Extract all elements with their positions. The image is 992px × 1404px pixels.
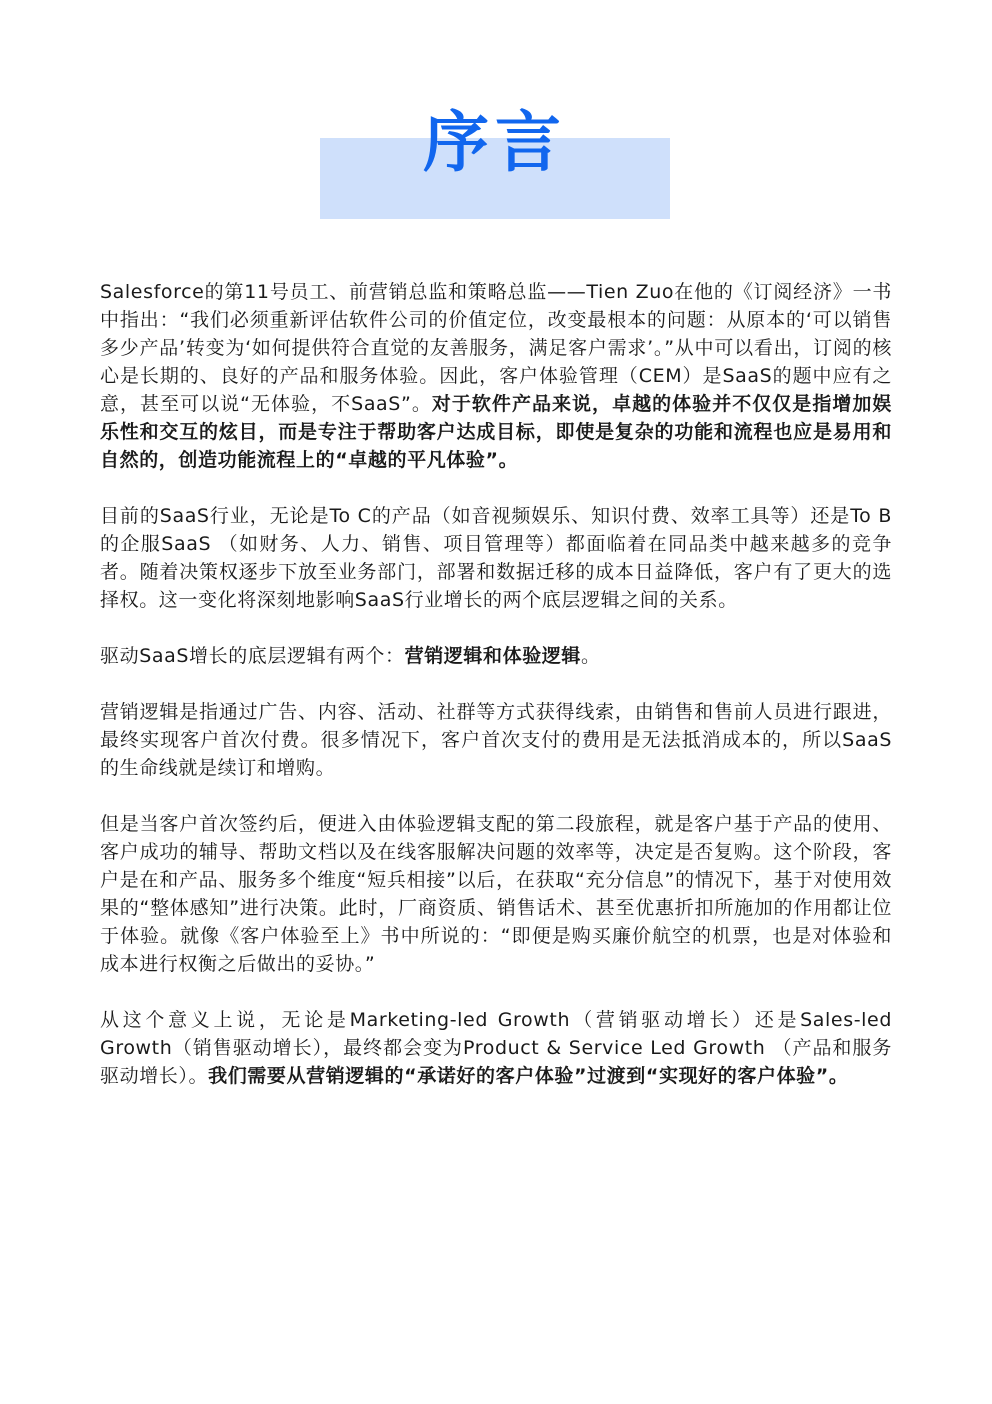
paragraph-6 bbox=[100, 1006, 892, 1090]
paragraph-4-run-1: 营销逻辑是指通过广告、内容、活动、社群等方式获得线索，由销售和售前人员进行跟进，最终实现客户首次付费。很多情况下，客户首次支付的费用是无法抵消成本的，所以SaaS的生命线就是续订和增购。 bbox=[100, 701, 892, 779]
paragraph-2-run-1: 目前的SaaS行业，无论是To C的产品（如音视频娱乐、知识付费、效率工具等）还是To B的企服SaaS （如财务、人力、销售、项目管理等）都面临着在同品类中越来越多的竞争者。随着决策权逐步下放至业务部门，部署和数据迁移的成本日益降低，客户有了更大的选择权。这一变化将深刻地影响SaaS行业增长的两个底层逻辑之间的关系。 bbox=[100, 505, 892, 611]
paragraph-3-run-3: 。 bbox=[581, 645, 601, 667]
paragraph-6-run-1: 从这个意义上说，无论是Marketing-led Growth（营销驱动增长）还是Sales-led Growth（销售驱动增长），最终都会变为Product & Service Led Growth （产品和服务驱动增长）。 bbox=[100, 1009, 892, 1087]
page-title: 序言 bbox=[423, 104, 567, 181]
paragraph-1-run-1: Salesforce的第11号员工、前营销总监和策略总监——Tien Zuo在他的《订阅经济》一书中指出：“我们必须重新评估软件公司的价值定位，改变最根本的问题：从原本的‘可以销售多少产品’转变为‘如何提供符合直觉的友善服务，满足客户需求’。”从中可以看出，订阅的核心是长期的、良好的产品和服务体验。因此，客户体验管理（CEM）是SaaS的题中应有之意，甚至可以说“无体验，不SaaS”。 bbox=[100, 281, 892, 415]
paragraph-3-run-2-bold: 营销逻辑和体验逻辑 bbox=[404, 645, 582, 667]
paragraph-5 bbox=[100, 810, 892, 978]
paragraph-1 bbox=[100, 278, 892, 474]
paragraph-1-run-2-bold: 对于软件产品来说，卓越的体验并不仅仅是指增加娱乐性和交互的炫目，而是专注于帮助客户达成目标，即使是复杂的功能和流程也应是易用和自然的，创造功能流程上的“卓越的平凡体验”。 bbox=[100, 393, 892, 471]
paragraph-4 bbox=[100, 698, 892, 782]
paragraph-6-run-2-bold: 我们需要从营销逻辑的“承诺好的客户体验”过渡到“实现好的客户体验”。 bbox=[208, 1065, 849, 1087]
paragraph-2 bbox=[100, 502, 892, 614]
paragraph-3 bbox=[100, 642, 892, 670]
body-content bbox=[100, 278, 892, 1118]
paragraph-3-run-1: 驱动SaaS增长的底层逻辑有两个： bbox=[100, 645, 405, 667]
paragraph-5-run-1: 但是当客户首次签约后，便进入由体验逻辑支配的第二段旅程，就是客户基于产品的使用、客户成功的辅导、帮助文档以及在线客服解决问题的效率等，决定是否复购。这个阶段，客户是在和产品、服务多个维度“短兵相接”以后，在获取“充分信息”的情况下，基于对使用效果的“整体感知”进行决策。此时，厂商资质、销售话术、甚至优惠折扣所施加的作用都让位于体验。就像《客户体验至上》书中所说的：“即便是购买廉价航空的机票，也是对体验和成本进行权衡之后做出的妥协。” bbox=[100, 813, 892, 975]
